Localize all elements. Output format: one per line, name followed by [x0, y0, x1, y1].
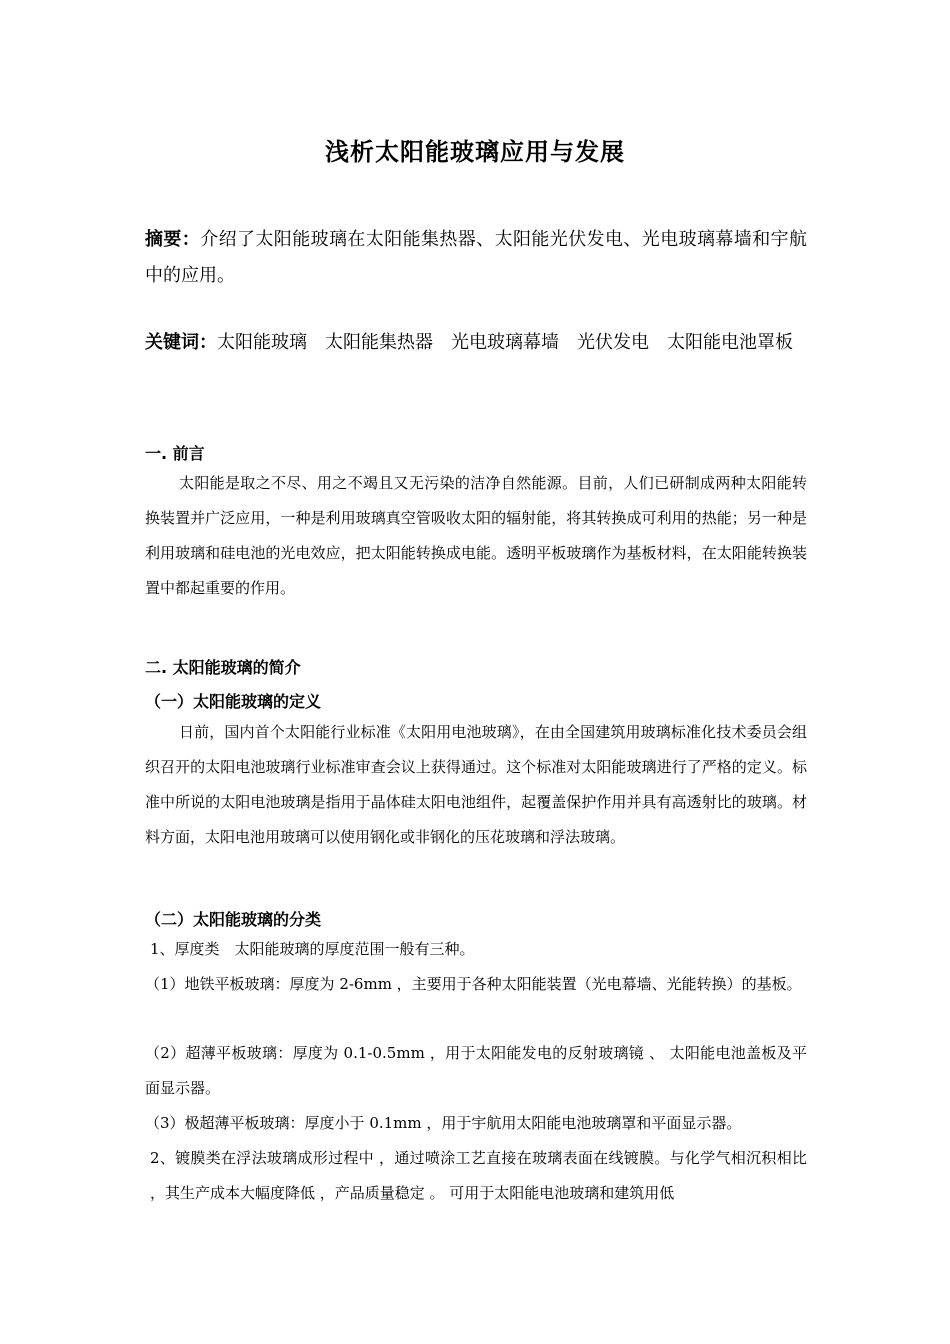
section-heading: 一. 前言	[145, 444, 205, 463]
keywords	[145, 325, 807, 361]
classification-item: （3）极超薄平板玻璃：厚度小于 0.1mm ，用于宇航用太阳能电池玻璃罩和平面显示器。	[145, 1114, 742, 1132]
classification-item: （2）超薄平板玻璃：厚度为 0.1-0.5mm ，用于太阳能发电的反射玻璃镜 、 太阳能电池盖板及平面显示器。	[145, 1044, 807, 1097]
keyword: 太阳能集热器	[325, 332, 433, 353]
section-heading: 二. 太阳能玻璃的简介	[145, 658, 301, 677]
section-paragraph: 日前，国内首个太阳能行业标准《太阳用电池玻璃》，在由全国建筑用玻璃标准化技术委员会组织召开的太阳电池玻璃行业标准审查会议上获得通过。这个标准对太阳能玻璃进行了严格的定义。标准中所说的太阳电池玻璃是指用于晶体硅太阳电池组件，起覆盖保护作用并具有高透射比的玻璃。材料方面，太阳电池用玻璃可以使用钢化或非钢化的压花玻璃和浮法玻璃。	[145, 723, 807, 846]
document-title: 浅析太阳能玻璃应用与发展	[325, 138, 625, 166]
keyword: 太阳能玻璃	[217, 332, 307, 353]
abstract-label: 摘要：	[145, 229, 201, 250]
classification-line: 2、镀膜类在浮法玻璃成形过程中 ，通过喷涂工艺直接在玻璃表面在线镀膜。与化学气相沉积相比 ，其生产成本大幅度降低 ，产品质量稳定 。 可用于太阳能电池玻璃和建筑用低	[150, 1149, 807, 1202]
keyword: 太阳能电池罩板	[667, 332, 793, 353]
keyword: 光伏发电	[577, 332, 649, 353]
keywords-label: 关键词：	[145, 332, 217, 353]
classification-item: （1）地铁平板玻璃：厚度为 2-6mm ，主要用于各种太阳能装置（光电幕墙、光能转换）的基板。	[145, 975, 802, 993]
classification-line: 1、厚度类 太阳能玻璃的厚度范围一般有三种。	[150, 940, 475, 958]
abstract	[145, 222, 807, 294]
abstract-text: 介绍了太阳能玻璃在太阳能集热器、太阳能光伏发电、光电玻璃幕墙和宇航中的应用。	[145, 229, 807, 286]
subsection-heading: （二）太阳能玻璃的分类	[145, 910, 322, 929]
subsection-heading: （一）太阳能玻璃的定义	[145, 692, 322, 711]
keyword: 光电玻璃幕墙	[451, 332, 559, 353]
section-paragraph: 太阳能是取之不尽、用之不竭且又无污染的洁净自然能源。目前，人们已研制成两种太阳能转换装置并广泛应用，一种是利用玻璃真空管吸收太阳的辐射能，将其转换成可利用的热能；另一种是利用玻璃和硅电池的光电效应，把太阳能转换成电能。透明平板玻璃作为基板材料，在太阳能转换装置中都起重要的作用。	[145, 474, 807, 597]
